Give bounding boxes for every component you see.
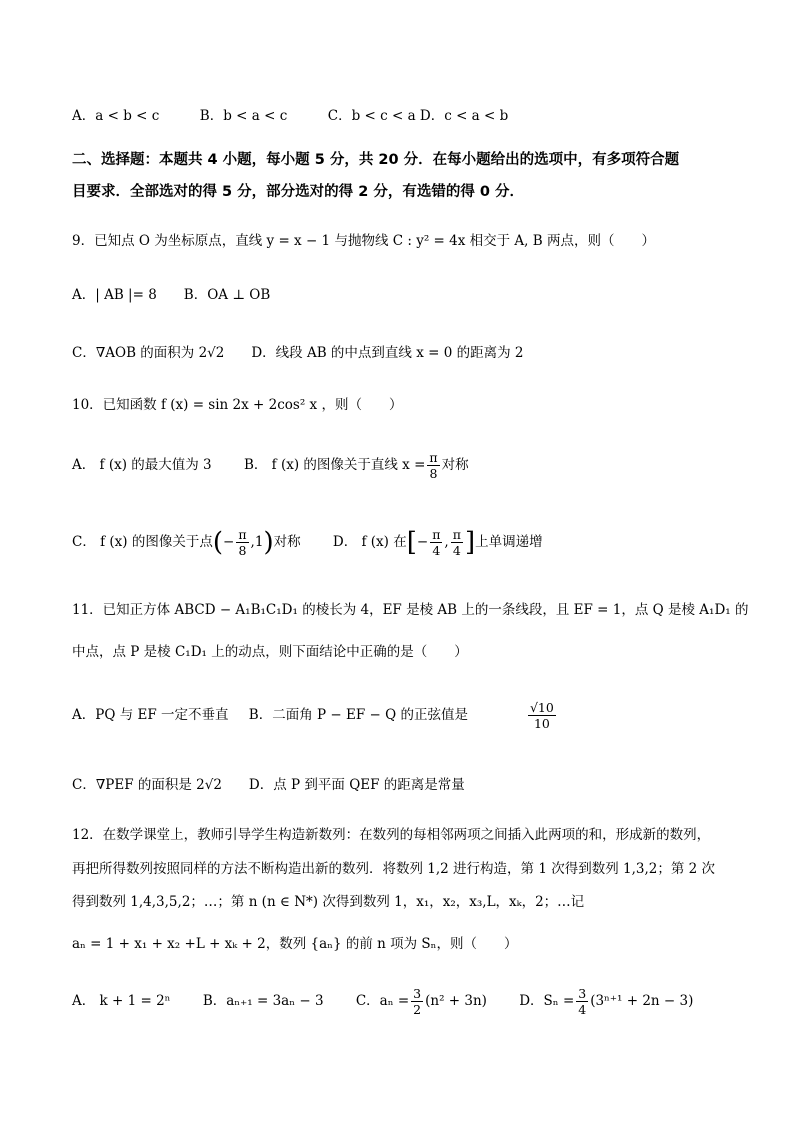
q9-stem: 9．已知点 O 为坐标原点，直线 y = x − 1 与抛物线 C : y² = 4x 相交于 A, B 两点，则（ ） (72, 233, 655, 249)
q8-options: A．a < b < c B．b < a < c C．b < c < a D．c < a < b (72, 108, 509, 124)
q11-option-a: A．PQ 与 EF 一定不垂直 (72, 707, 229, 723)
q10-options-cd: C． f (x) 的图像关于点(− $\frac{\pi}{8}$ ,1)对称 D． f (x) 在[− $\frac{\pi}{4}$ , $\frac{\pi}{4}$ ]上单调递增 (72, 527, 543, 558)
q9-options-cd: C．∇AOB 的面积为 2√2 D．线段 AB 的中点到直线 x = 0 的距离为 2 (72, 345, 524, 361)
q12-stem-line1: 12．在数学课堂上，教师引导学生构造新数列：在数列的每相邻两项之间插入此两项的和，形成新的数列， (72, 827, 711, 843)
q9-options-ab: A．| AB |= 8 B．OA ⊥ OB (72, 287, 271, 303)
q12-option-a: A． k + 1 = 2ⁿ (72, 993, 171, 1009)
q12-option-c: C．aₙ = (355, 993, 410, 1009)
q12-stem-line2: 再把所得数列按照同样的方法不断构造出新的数列．将数列 1,2 进行构造，第 1 次得到数列 1,3,2；第 2 次 (72, 861, 716, 877)
q10-option-d-fraction-left: $\frac{\pi}{4}$ (432, 527, 441, 558)
q12-stem-line3: 得到数列 1,4,3,5,2；…；第 n (n ∈ N*) 次得到数列 1，x₁，x₂，x₃,L，xₖ，2；…记 (72, 894, 585, 910)
q12-option-d: D．Sₙ = (519, 993, 575, 1009)
q10-options-ab: A． f (x) 的最大值为 3 B． f (x) 的图像关于直线 x = $\frac{\pi}{8}$ 对称 (72, 450, 469, 481)
q12-option-b: B．aₙ₊₁ = 3aₙ − 3 (202, 993, 324, 1009)
q12-options: A． k + 1 = 2ⁿ B．aₙ₊₁ = 3aₙ − 3 C．aₙ = $\frac{3}{2}$ (n² + 3n) D．Sₙ = $\frac{3}{4}$ (3ⁿ⁺¹ + 2n − 3) (72, 986, 694, 1017)
section2-heading-line1: 二、选择题：本题共 4 小题，每小题 5 分，共 20 分．在每小题给出的选项中，有多项符合题 (72, 152, 680, 168)
q11-stem-line1: 11．已知正方体 ABCD − A₁B₁C₁D₁ 的棱长为 4，EF 是棱 AB 上的一条线段，且 EF = 1，点 Q 是棱 A₁D₁ 的 (72, 602, 749, 618)
q10-option-c: C． f (x) 的图像关于点 (72, 534, 213, 550)
q10-option-b: B． f (x) 的图像关于直线 x = (243, 457, 426, 473)
q10-option-d: D． f (x) 在 (332, 534, 407, 550)
q10-stem: 10．已知函数 f (x) = sin 2x + 2cos² x ，则（ ） (72, 397, 403, 413)
q11-options-cd: C．∇PEF 的面积是 2√2 D．点 P 到平面 QEF 的距离是常量 (72, 777, 465, 793)
q11-option-b: B．二面角 P − EF − Q 的正弦值是 (248, 707, 468, 723)
q11-stem-line2: 中点，点 P 是棱 C₁D₁ 上的动点，则下面结论中正确的是（ ） (72, 644, 468, 660)
section2-heading-line2: 目要求．全部选对的得 5 分，部分选对的得 2 分，有选错的得 0 分． (72, 184, 525, 200)
q11-options-ab (72, 700, 558, 731)
q10-option-a: A． f (x) 的最大值为 3 (72, 457, 212, 473)
q10-option-d-fraction-right: $\frac{\pi}{4}$ (452, 527, 461, 558)
q12-stem-line4: aₙ = 1 + x₁ + x₂ +L + xₖ + 2，数列 {aₙ} 的前 n 项为 Sₙ，则（ ） (72, 936, 518, 952)
q12-option-c-fraction: $\frac{3}{2}$ (413, 986, 422, 1017)
q10-option-b-fraction: $\frac{\pi}{8}$ (429, 450, 438, 481)
q10-option-c-fraction: $\frac{\pi}{8}$ (238, 527, 247, 558)
q11-option-b-fraction: $\frac{√10}{10}$ (529, 700, 554, 731)
q12-option-d-fraction: $\frac{3}{4}$ (578, 986, 587, 1017)
